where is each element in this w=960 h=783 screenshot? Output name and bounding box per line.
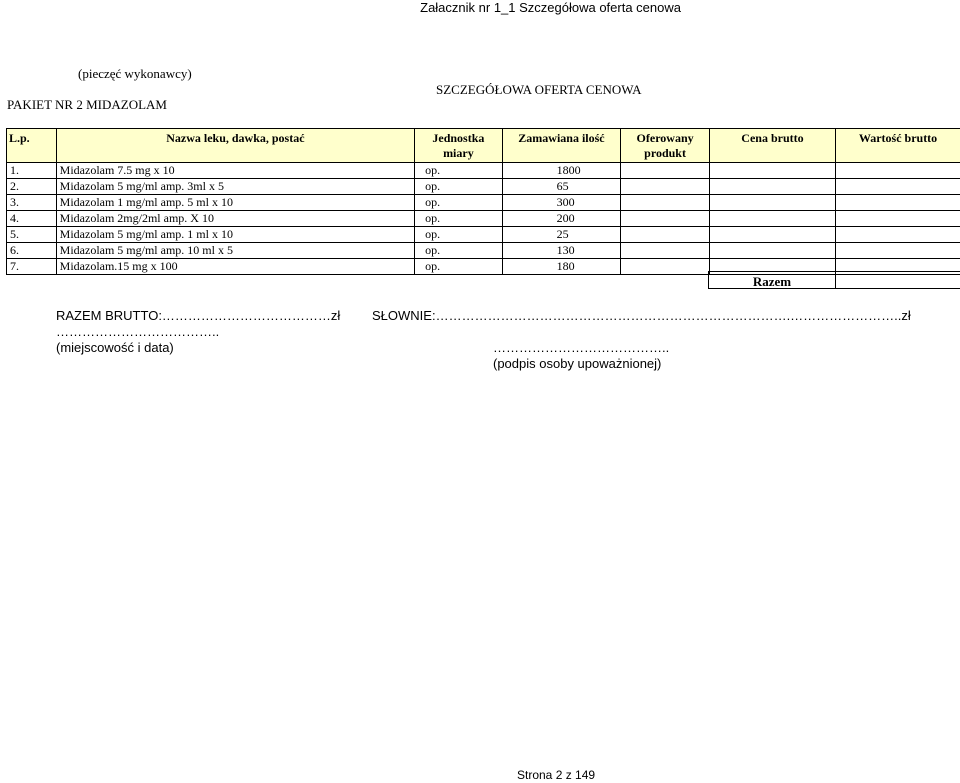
cell-name: Midazolam 5 mg/ml amp. 10 ml x 5 xyxy=(56,243,414,259)
cell-unit: op. xyxy=(415,227,503,243)
cell-name: Midazolam 2mg/2ml amp. X 10 xyxy=(56,211,414,227)
cell-offered[interactable] xyxy=(621,227,710,243)
cell-qty: 65 xyxy=(502,179,621,195)
table-row xyxy=(7,195,960,211)
cell-qty: 25 xyxy=(502,227,621,243)
cell-qty: 130 xyxy=(502,243,621,259)
cell-unit: op. xyxy=(415,195,503,211)
signature-label: (podpis osoby upoważnionej) xyxy=(493,356,662,371)
table-row xyxy=(7,179,960,195)
cell-lp: 2. xyxy=(7,179,57,195)
cell-price[interactable] xyxy=(709,179,835,195)
cell-lp: 5. xyxy=(7,227,57,243)
cell-value[interactable] xyxy=(836,163,960,179)
cell-qty: 300 xyxy=(502,195,621,211)
cell-value[interactable] xyxy=(836,243,960,259)
cell-price[interactable] xyxy=(709,195,835,211)
cell-qty: 180 xyxy=(502,259,621,275)
cell-name: Midazolam 5 mg/ml amp. 3ml x 5 xyxy=(56,179,414,195)
cell-name: Midazolam.15 mg x 100 xyxy=(56,259,414,275)
place-date-dots: ……………………………….. xyxy=(56,324,220,339)
col-header-offered-line1: Oferowany xyxy=(636,131,694,145)
cell-offered[interactable] xyxy=(621,211,710,227)
gross-total-line: RAZEM BRUTTO:…………………………………zł xyxy=(56,308,341,323)
page-number: Strona 2 z 149 xyxy=(517,768,596,782)
table-row xyxy=(7,243,960,259)
price-offer-table xyxy=(6,128,960,275)
col-header-unit-line1: Jednostka xyxy=(432,131,485,145)
cell-lp: 3. xyxy=(7,195,57,211)
cell-qty: 1800 xyxy=(502,163,621,179)
cell-price[interactable] xyxy=(709,211,835,227)
cell-offered[interactable] xyxy=(621,243,710,259)
cell-unit: op. xyxy=(415,243,503,259)
table-header-row xyxy=(7,129,960,163)
cell-name: Midazolam 7.5 mg x 10 xyxy=(56,163,414,179)
cell-price[interactable] xyxy=(709,243,835,259)
attachment-title: Załacznik nr 1_1 Szczegółowa oferta cenowa xyxy=(420,0,681,15)
cell-unit: op. xyxy=(415,211,503,227)
cell-lp: 7. xyxy=(7,259,57,275)
cell-unit: op. xyxy=(415,163,503,179)
cell-offered[interactable] xyxy=(621,259,710,275)
cell-unit: op. xyxy=(415,259,503,275)
col-header-offered-line2: produkt xyxy=(644,146,686,160)
cell-lp: 1. xyxy=(7,163,57,179)
offer-title: SZCZEGÓŁOWA OFERTA CENOWA xyxy=(436,82,642,97)
cell-value[interactable] xyxy=(836,195,960,211)
cell-value[interactable] xyxy=(836,211,960,227)
col-header-name: Nazwa leku, dawka, postać xyxy=(56,129,414,163)
cell-lp: 4. xyxy=(7,211,57,227)
amount-in-words-line: SŁOWNIE:……………………………………………………………………….……………………..zł xyxy=(372,308,911,323)
table-row xyxy=(7,163,960,179)
col-header-price: Cena brutto xyxy=(709,129,835,163)
cell-price[interactable] xyxy=(709,163,835,179)
cell-lp: 6. xyxy=(7,243,57,259)
cell-offered[interactable] xyxy=(621,163,710,179)
col-header-value: Wartość brutto xyxy=(836,129,960,163)
signature-dots: ………………………………….. xyxy=(493,340,670,355)
cell-unit: op. xyxy=(415,179,503,195)
cell-name: Midazolam 5 mg/ml amp. 1 ml x 10 xyxy=(56,227,414,243)
col-header-lp: L.p. xyxy=(7,129,57,163)
contractor-stamp-label: (pieczęć wykonawcy) xyxy=(78,66,192,81)
total-value-cell[interactable] xyxy=(835,271,960,289)
package-title: PAKIET NR 2 MIDAZOLAM xyxy=(7,97,167,112)
place-date-label: (miejscowość i data) xyxy=(56,340,174,355)
cell-name: Midazolam 1 mg/ml amp. 5 ml x 10 xyxy=(56,195,414,211)
col-header-unit xyxy=(415,129,503,163)
cell-qty: 200 xyxy=(502,211,621,227)
table-row xyxy=(7,227,960,243)
total-label: Razem xyxy=(708,271,835,289)
col-header-offered xyxy=(621,129,710,163)
cell-price[interactable] xyxy=(709,227,835,243)
table-row xyxy=(7,211,960,227)
cell-offered[interactable] xyxy=(621,195,710,211)
col-header-qty: Zamawiana ilość xyxy=(502,129,621,163)
col-header-unit-line2: miary xyxy=(443,146,474,160)
cell-value[interactable] xyxy=(836,227,960,243)
cell-offered[interactable] xyxy=(621,179,710,195)
cell-value[interactable] xyxy=(836,179,960,195)
